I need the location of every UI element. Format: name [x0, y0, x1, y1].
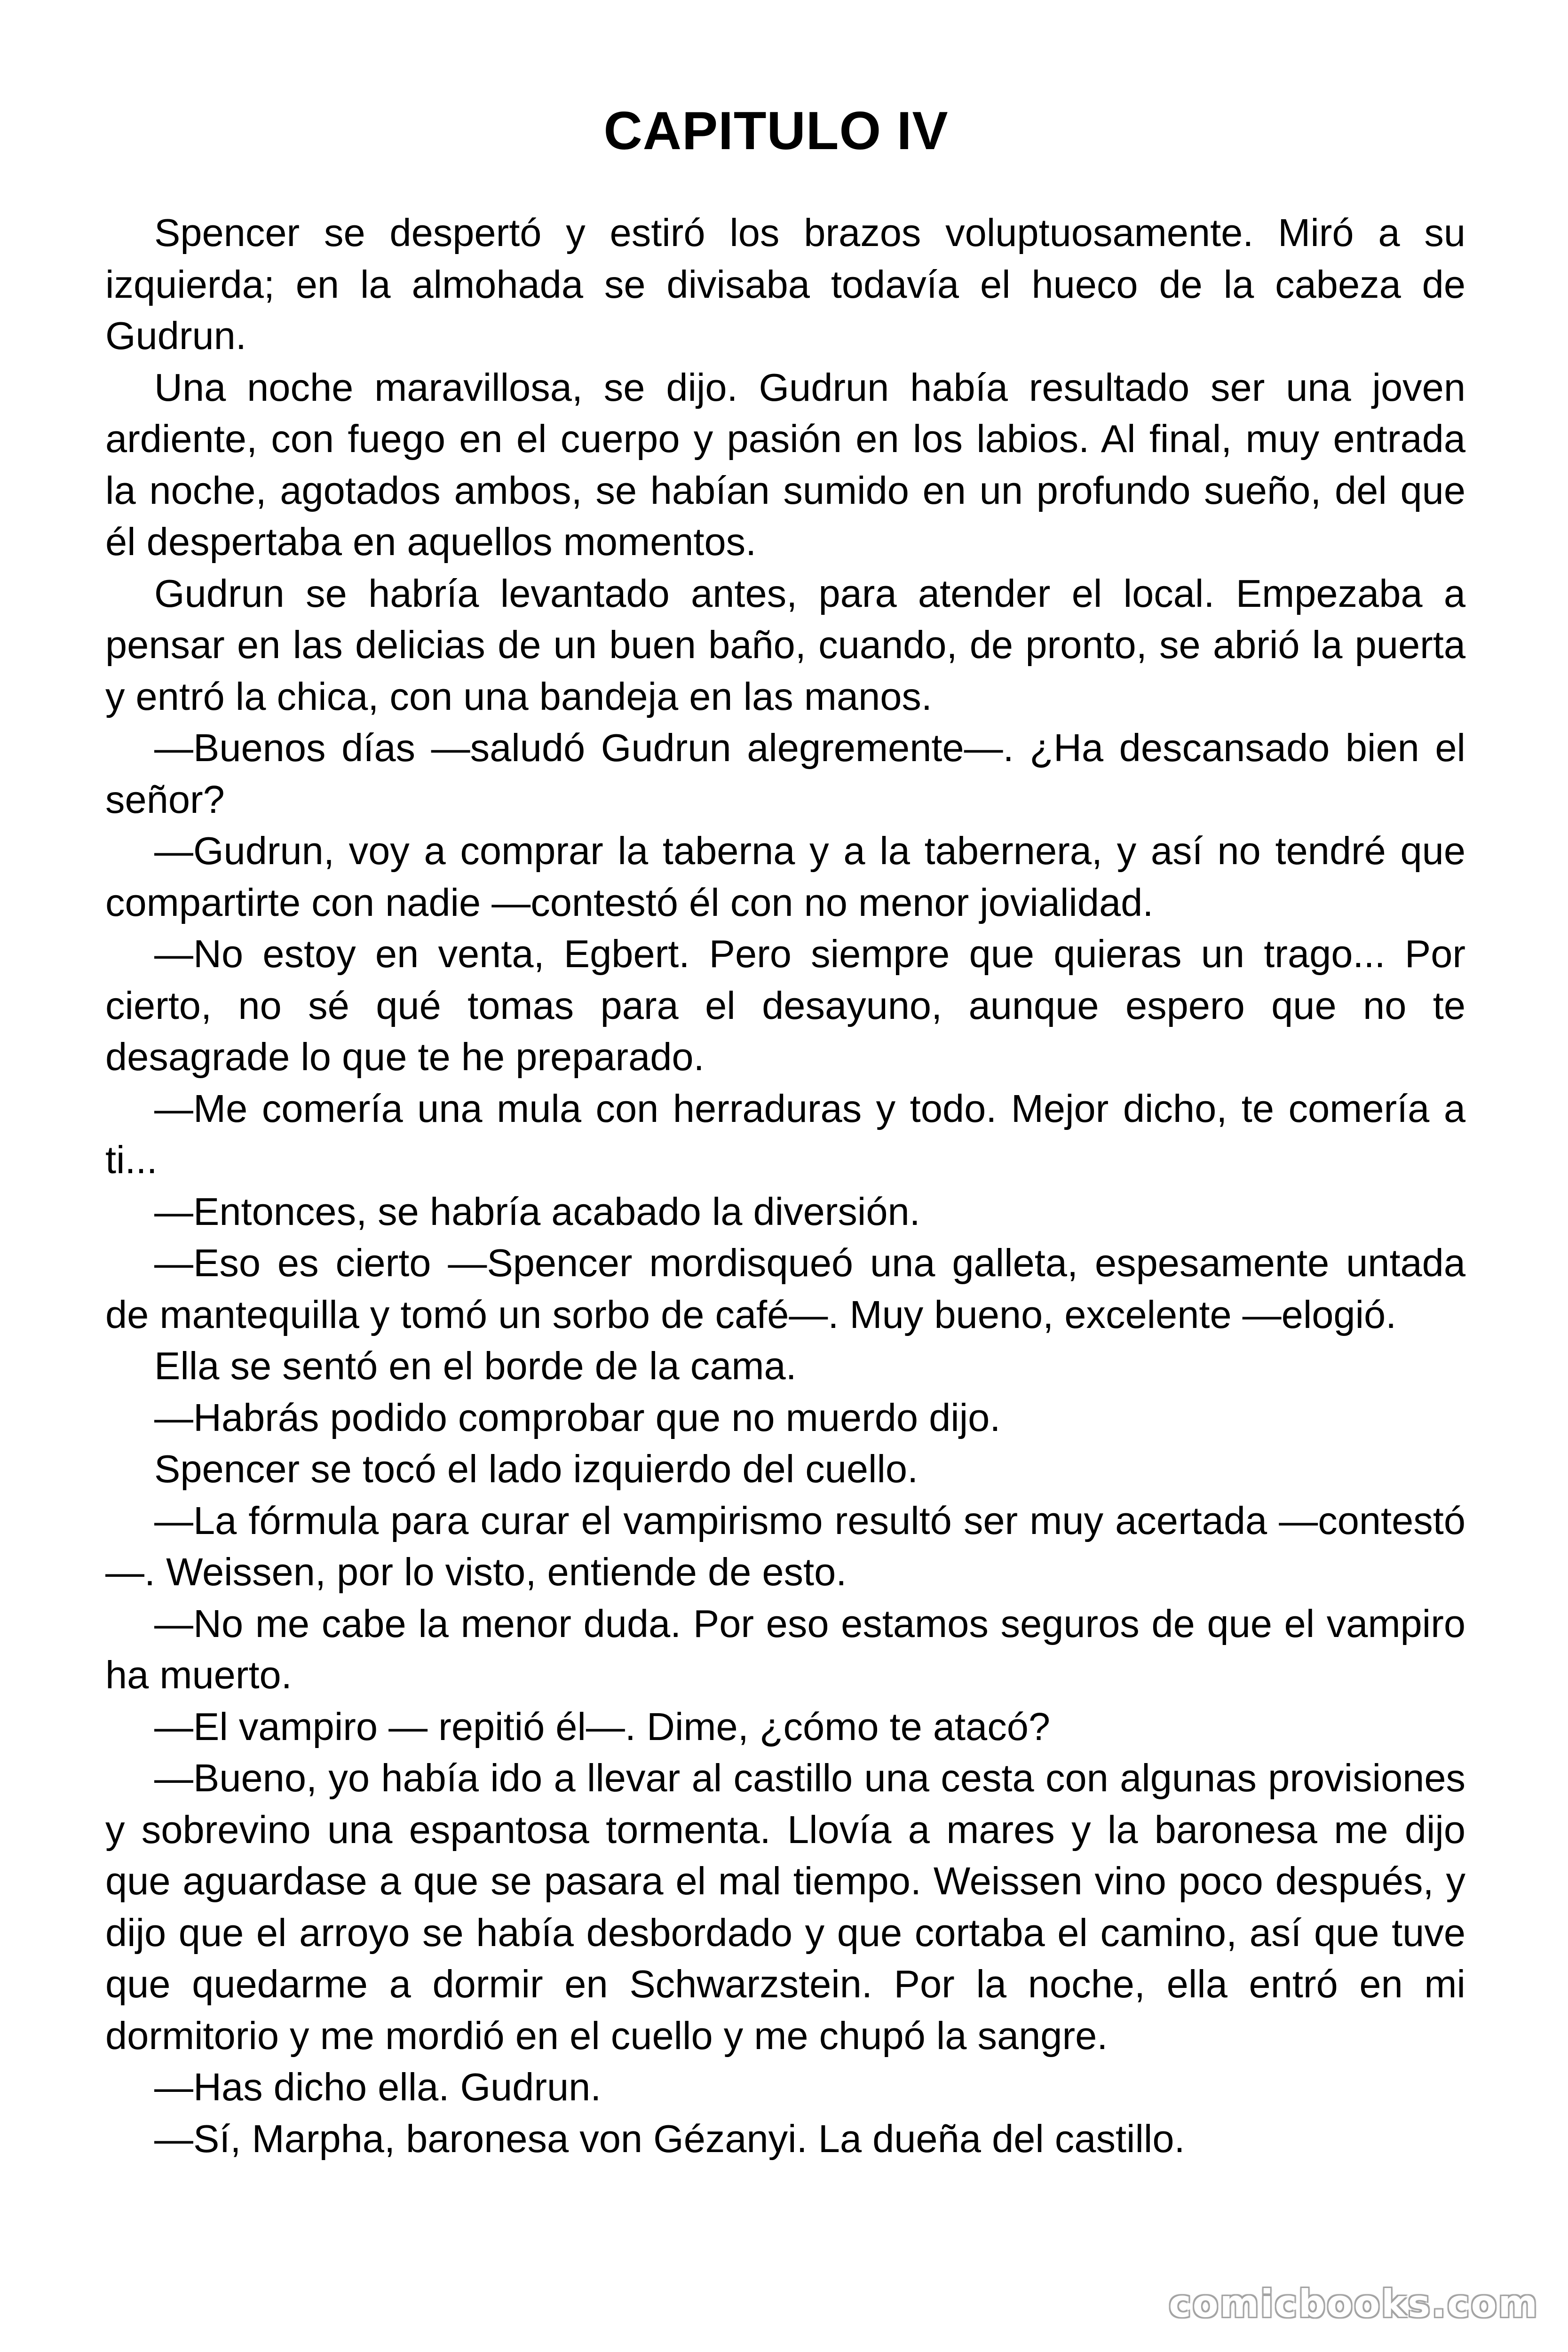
paragraph: —No estoy en venta, Egbert. Pero siempre que quieras un trago... Por cierto, no sé qué tomas para el desayuno, aunque espero que no te desagrade lo que te he preparado. — [105, 932, 1465, 1079]
paragraph: —Gudrun, voy a comprar la taberna y a la tabernera, y así no tendré que compartirte con nadie —contestó él con no menor jovialidad. — [105, 829, 1465, 924]
paragraph: Ella se sentó en el borde de la cama. — [154, 1344, 797, 1388]
chapter-body — [105, 207, 1465, 2164]
paragraph: —Habrás podido comprobar que no muerdo dijo. — [154, 1395, 1001, 1439]
paragraph: Una noche maravillosa, se dijo. Gudrun había resultado ser una joven ardiente, con fuego en el cuerpo y pasión en los labios. Al final, muy entrada la noche, agotados ambos, se habían sumido en un profundo sueño, del que él despertaba en aquellos momentos. — [105, 365, 1465, 564]
paragraph: —El vampiro — repitió él—. Dime, ¿cómo te atacó? — [154, 1704, 1051, 1748]
paragraph: —Sí, Marpha, baronesa von Gézanyi. La dueña del castillo. — [154, 2116, 1185, 2161]
paragraph: —No me cabe la menor duda. Por eso estamos seguros de que el vampiro ha muerto. — [105, 1601, 1465, 1697]
paragraph: Spencer se tocó el lado izquierdo del cuello. — [154, 1447, 919, 1491]
paragraph: —La fórmula para curar el vampirismo resultó ser muy acertada —contestó—. Weissen, por lo visto, entiende de esto. — [105, 1498, 1465, 1594]
paragraph: —Buenos días —saludó Gudrun alegremente—. ¿Ha descansado bien el señor? — [105, 726, 1465, 821]
chapter-title: CAPITULO IV — [603, 101, 949, 161]
paragraph: —Me comería una mula con herraduras y todo. Mejor dicho, te comería a ti... — [105, 1086, 1465, 1182]
paragraph: Spencer se despertó y estiró los brazos voluptuosamente. Miró a su izquierda; en la almohada se divisaba todavía el hueco de la cabeza de Gudrun. — [105, 211, 1465, 358]
paragraph: —Bueno, yo había ido a llevar al castillo una cesta con algunas provisiones y sobrevino una espantosa tormenta. Llovía a mares y la baronesa me dijo que aguardase a que se pasara el mal tiempo. Weissen vino poco después, y dijo que el arroyo se había desbordado y que cortaba el camino, así que tuve que quedarme a dormir en Schwarzstein. Por la noche, ella entró en mi dormitorio y me mordió en el cuello y me chupó la sangre. — [105, 1756, 1465, 2058]
paragraph: —Entonces, se habría acabado la diversión. — [154, 1189, 920, 1233]
paragraph: Gudrun se habría levantado antes, para atender el local. Empezaba a pensar en las delicias de un buen baño, cuando, de pronto, se abrió la puerta y entró la chica, con una bandeja en las manos. — [105, 571, 1465, 718]
paragraph: —Eso es cierto —Spencer mordisqueó una galleta, espesamente untada de mantequilla y tomó un sorbo de café—. Muy bueno, excelente —elogió. — [105, 1241, 1465, 1336]
watermark: comicbooks.com — [1169, 2282, 1539, 2326]
paragraph: —Has dicho ella. Gudrun. — [154, 2065, 602, 2109]
